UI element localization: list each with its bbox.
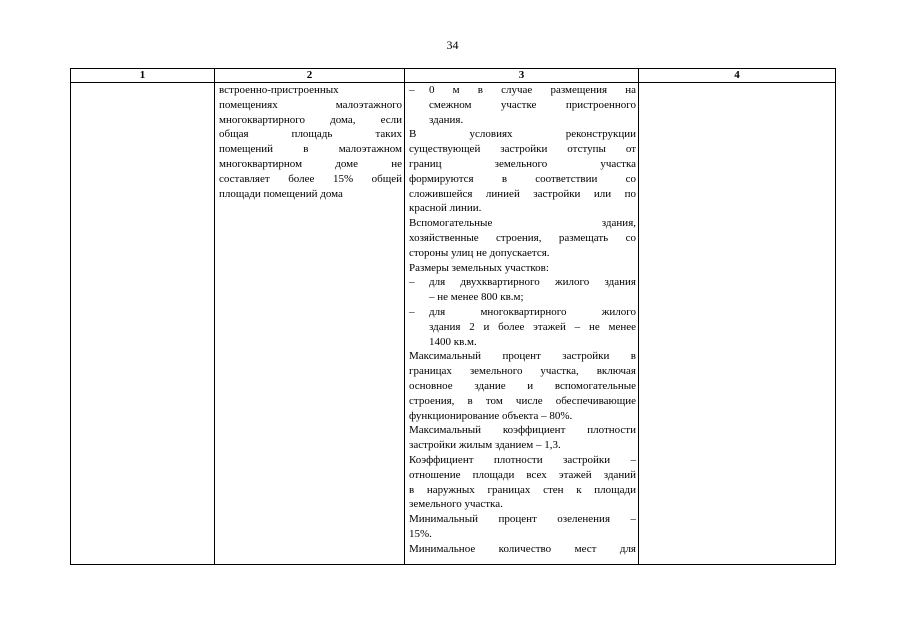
text-line: для двухквартирного жилого здания [429, 276, 636, 289]
text-line: земельного участка. [409, 498, 503, 511]
dash-marker: – [409, 84, 415, 96]
text-line: основное здание и вспомогательные [409, 379, 636, 392]
column-header-1: 1 [71, 69, 215, 83]
text-line: Максимальный коэффициент плотности [409, 424, 636, 437]
text-line: здания. [429, 113, 464, 126]
text-line: красной линии. [409, 202, 482, 215]
text-line: помещениях малоэтажного [219, 98, 402, 111]
dash-list-item [409, 305, 636, 349]
text-line: Вспомогательные здания, [409, 217, 636, 230]
header-row [71, 69, 836, 83]
text-line: 0 м в случае размещения на [429, 84, 636, 96]
cell-col-1 [71, 83, 215, 565]
plot-sizes-title: Размеры земельных участков: [409, 261, 549, 274]
dash-marker: – [409, 276, 415, 289]
text-line: для многоквартирного жилого [429, 305, 636, 318]
column-header-2: 2 [215, 69, 405, 83]
text-line: площади помещений дома [219, 187, 343, 200]
text-line: стороны улиц не допускается. [409, 246, 550, 259]
text-line: 15%. [409, 527, 432, 540]
text-line: многоквартирного дома, если [219, 113, 402, 126]
text-line: строения, в том числе обеспечивающие [409, 394, 636, 407]
text-line: здания 2 и более этажей – не менее [429, 320, 636, 333]
column-header-4: 4 [639, 69, 836, 83]
text-line: функционирование объекта – 80%. [409, 409, 573, 422]
table-row [71, 83, 836, 565]
text-line: многоквартирном доме не [219, 157, 402, 170]
text-line: формируются в соответствии со [409, 172, 636, 185]
cell-col-4 [639, 83, 836, 565]
text-line: границ земельного участка [409, 157, 636, 170]
text-line: Коэффициент плотности застройки – [409, 453, 636, 466]
text-line: Минимальный процент озеленения – [409, 513, 636, 526]
dash-marker: – [409, 305, 415, 318]
dash-list-item [409, 83, 636, 127]
text-line: в наружных границах стен к площади [409, 483, 636, 496]
text-line: помещений в малоэтажном [219, 143, 402, 156]
text-line: смежном участке пристроенного [429, 98, 636, 111]
page-number: 34 [446, 38, 459, 52]
text-line: встроенно-пристроенных [219, 84, 339, 96]
text-line: общая площадь таких [219, 128, 402, 141]
text-line: сложившейся линией застройки или по [409, 187, 636, 200]
text-line: 1400 кв.м. [429, 335, 477, 348]
text-line: Минимальное количество мест для [409, 542, 636, 555]
document-table [70, 68, 836, 565]
text-line: отношение площади всех этажей зданий [409, 468, 636, 481]
cell-col-2 [215, 83, 405, 565]
dash-list-item [409, 275, 636, 305]
text-line: составляет более 15% общей [219, 172, 402, 185]
text-line: В условиях реконструкции [409, 128, 636, 141]
text-line: – не менее 800 кв.м; [429, 291, 524, 304]
text-line: границах земельного участка, включая [409, 365, 636, 378]
cell-col-3 [405, 83, 639, 565]
text-line: Максимальный процент застройки в [409, 350, 636, 363]
text-line: хозяйственные строения, размещать со [409, 231, 636, 244]
text-line: существующей застройки отступы от [409, 143, 636, 156]
column-header-3: 3 [405, 69, 639, 83]
text-line: застройки жилым зданием – 1,3. [409, 439, 561, 452]
